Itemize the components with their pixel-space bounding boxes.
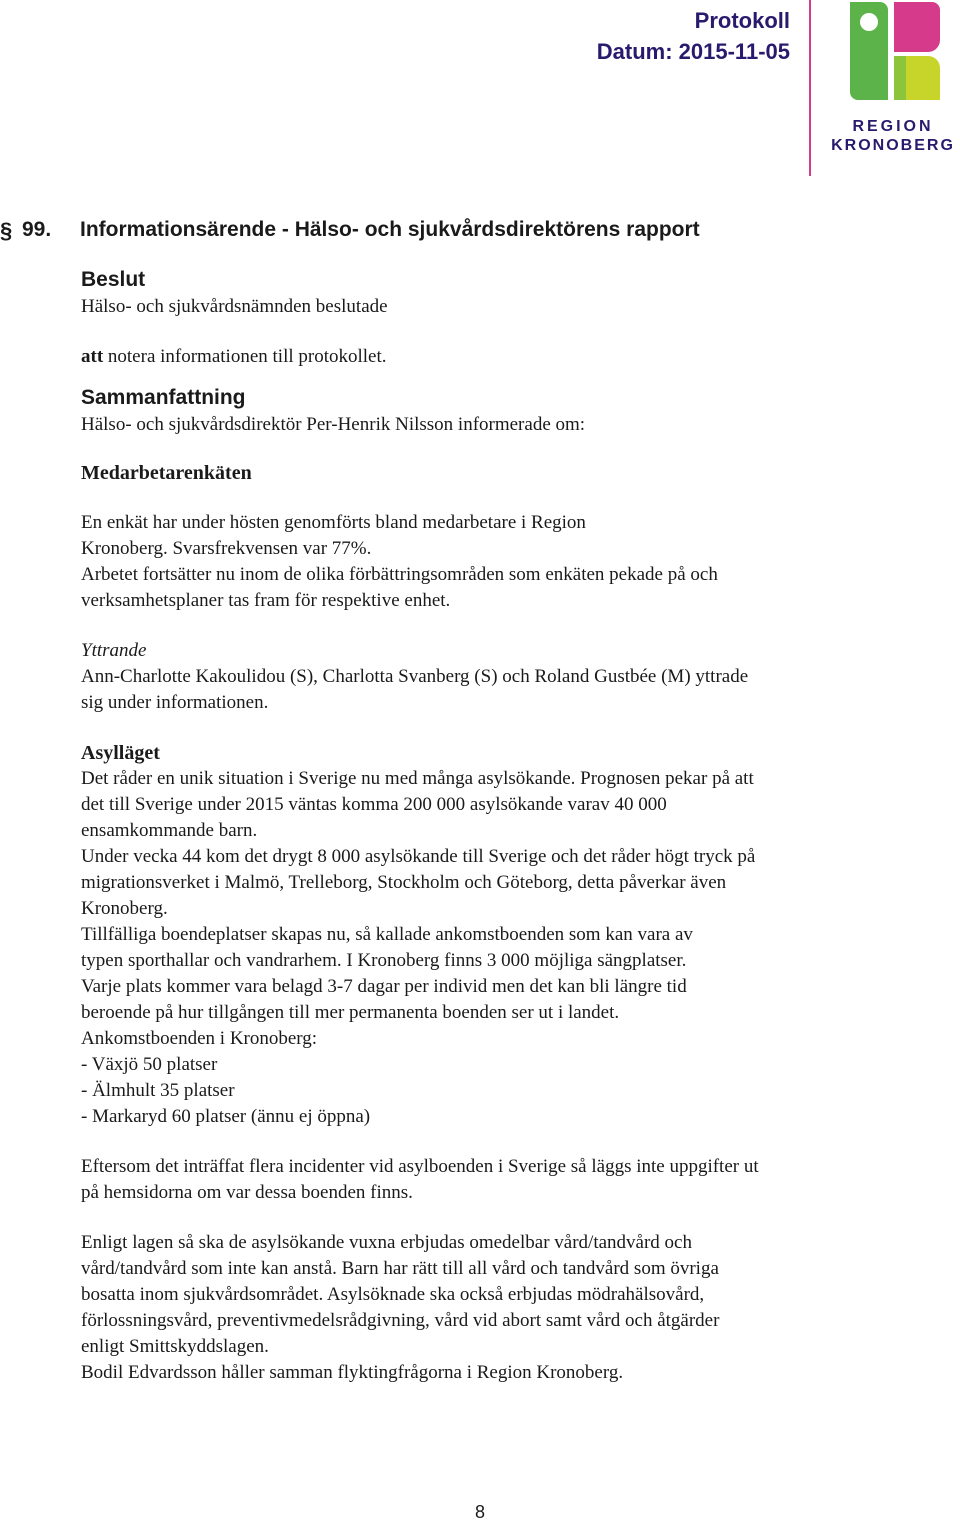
- asyl-line: Under vecka 44 kom det drygt 8 000 asylsökande till Sverige och det råder högt tryck på: [81, 846, 756, 867]
- asyl-line: Det råder en unik situation i Sverige nu med många asylsökande. Prognosen pekar på att: [81, 768, 754, 789]
- beslut-att-clause: [81, 344, 901, 370]
- asyl-line: Bodil Edvardsson håller samman flyktingfrågorna i Region Kronoberg.: [81, 1362, 624, 1383]
- asyl-line: bosatta inom sjukvårdsområdet. Asylsöknade ska också erbjudas mödrahälsovård,: [81, 1284, 705, 1305]
- section-title: Informationsärende - Hälso- och sjukvårdsdirektörens rapport: [80, 218, 700, 241]
- asyl-heading: Asylläget: [81, 742, 160, 764]
- asyl-line: enligt Smittskyddslagen.: [81, 1336, 269, 1357]
- sammanfattning-heading: Sammanfattning: [81, 386, 246, 409]
- medarbetar-line: Arbetet fortsätter nu inom de olika förbättringsområden som enkäten pekade på och: [81, 564, 718, 585]
- att-keyword: att: [81, 346, 104, 367]
- beslut-heading: Beslut: [81, 268, 146, 291]
- asyl-line: Kronoberg.: [81, 898, 168, 919]
- section-number: 99.: [22, 218, 52, 241]
- list-item: - Älmhult 35 platser: [81, 1080, 235, 1101]
- list-item: - Markaryd 60 platser (ännu ej öppna): [81, 1106, 371, 1127]
- logo-text-region: REGION: [852, 118, 934, 135]
- document-header: [597, 6, 790, 68]
- logo-text-kronoberg: KRONOBERG: [831, 137, 955, 154]
- asyl-line: förlossningsvård, preventivmedelsrådgivning, vård vid abort samt vård och åtgärder: [81, 1310, 720, 1331]
- att-text: notera informationen till protokollet.: [103, 346, 387, 367]
- document-body: [81, 266, 901, 1386]
- asyl-line: Tillfälliga boendeplatser skapas nu, så kallade ankomstboenden som kan vara av: [81, 924, 693, 945]
- medarbetar-heading: Medarbetarenkäten: [81, 462, 252, 484]
- asyl-line: typen sporthallar och vandrarhem. I Kronoberg finns 3 000 möjliga sängplatser.: [81, 950, 687, 971]
- document-date: Datum: 2015-11-05: [596, 39, 790, 64]
- yttrande-line: sig under informationen.: [81, 692, 269, 713]
- document-type: Protokoll: [694, 8, 790, 33]
- page-number: 8: [474, 1502, 485, 1522]
- header-divider: [809, 0, 811, 176]
- sammanfattning-intro: Hälso- och sjukvårdsdirektör Per-Henrik Nilsson informerade om:: [81, 414, 586, 435]
- asyl-line: migrationsverket i Malmö, Trelleborg, Stockholm och Göteborg, detta påverkar även: [81, 872, 727, 893]
- asyl-line: Enligt lagen så ska de asylsökande vuxna erbjudas omedelbar vård/tandvård och: [81, 1232, 692, 1253]
- medarbetar-line: verksamhetsplaner tas fram för respektive enhet.: [81, 590, 451, 611]
- yttrande-line: Ann-Charlotte Kakoulidou (S), Charlotta Svanberg (S) och Roland Gustbée (M) yttrade: [81, 666, 749, 687]
- asyl-line: Varje plats kommer vara belagd 3-7 dagar per individ men det kan bli längre tid: [81, 976, 687, 997]
- list-item: - Växjö 50 platser: [81, 1054, 218, 1075]
- asyl-line: beroende på hur tillgången till mer permanenta boenden ser ut i landet.: [81, 1002, 620, 1023]
- yttrande-heading: Yttrande: [81, 640, 147, 661]
- asyl-line: på hemsidorna om var dessa boenden finns.: [81, 1182, 413, 1203]
- asyl-line: Eftersom det inträffat flera incidenter vid asylboenden i Sverige så läggs inte uppgifter ut: [81, 1156, 759, 1177]
- medarbetar-line: En enkät har under hösten genomförts bland medarbetare i Region: [81, 512, 586, 533]
- asyl-line: ensamkommande barn.: [81, 820, 258, 841]
- asyl-line: Ankomstboenden i Kronoberg:: [81, 1028, 318, 1049]
- beslut-text: Hälso- och sjukvårdsnämnden beslutade: [81, 296, 388, 317]
- asyl-line: vård/tandvård som inte kan anstå. Barn har rätt till all vård och tandvård som övriga: [81, 1258, 719, 1279]
- asyl-line: det till Sverige under 2015 väntas komma 200 000 asylsökande varav 40 000: [81, 794, 667, 815]
- paragraph-symbol: §: [0, 218, 13, 243]
- region-kronoberg-logo-icon: [828, 0, 960, 160]
- medarbetar-line: Kronoberg. Svarsfrekvensen var 77%.: [81, 538, 372, 559]
